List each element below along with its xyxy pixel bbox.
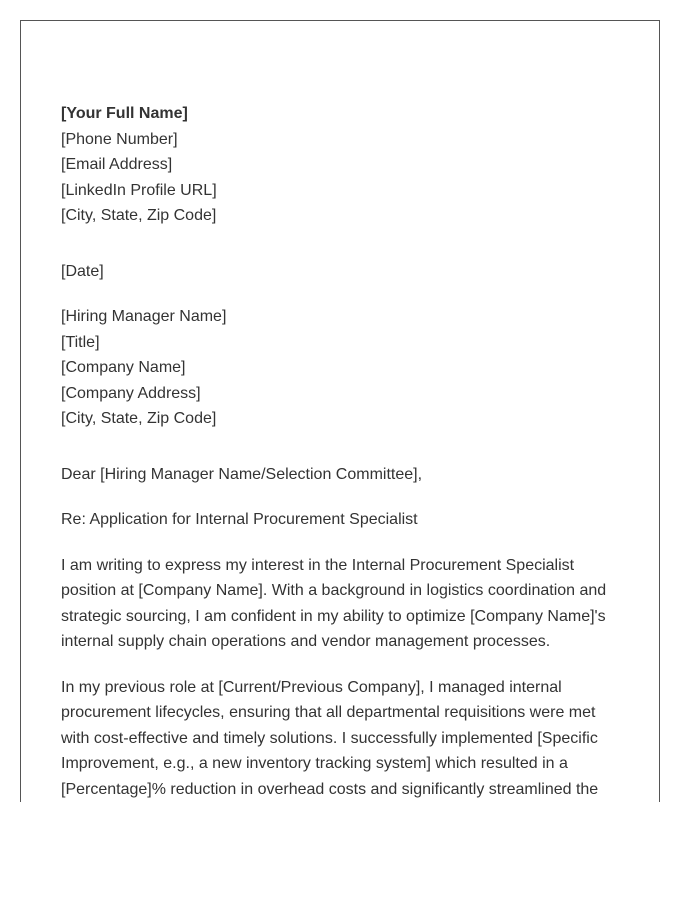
recipient-name: [Hiring Manager Name]	[61, 308, 227, 325]
recipient-location: [City, State, Zip Code]	[61, 410, 217, 427]
recipient-block	[61, 304, 621, 432]
salutation: Dear [Hiring Manager Name/Selection Committee],	[61, 465, 423, 483]
recipient-title: [Title]	[61, 333, 100, 351]
sender-linkedin: [LinkedIn Profile URL]	[61, 181, 217, 199]
sender-full-name: [Your Full Name]	[61, 105, 188, 122]
sender-email: [Email Address]	[61, 156, 173, 173]
letter-date: [Date]	[61, 262, 104, 280]
recipient-company: [Company Name]	[61, 359, 186, 376]
letter-content	[61, 101, 621, 802]
sender-location: [City, State, Zip Code]	[61, 207, 217, 224]
body-paragraph: In my previous role at [Current/Previous Company], I managed internal procurement lifecycles, ensuring that all departmental requisitions were met with cost-effective and timely solutions. I successfully implemented [Specific Improvement, e.g., a new inventory tracking system] which resulted in a [Percentage]% reduction in overhead costs and significantly streamlined the	[61, 678, 599, 798]
recipient-address: [Company Address]	[61, 384, 201, 402]
date-block	[61, 259, 621, 285]
subject-line: Re: Application for Internal Procurement Specialist	[61, 511, 418, 528]
sender-block	[61, 101, 621, 229]
body-paragraph: I am writing to express my interest in the Internal Procurement Specialist position at [Company Name]. With a background in logistics coordination and strategic sourcing, I am confident in my ability to optimize [Company Name]'s internal supply chain operations and vendor management processes.	[61, 556, 607, 650]
sender-phone: [Phone Number]	[61, 130, 178, 148]
letter-page	[20, 20, 660, 802]
salutation-block	[61, 462, 621, 488]
subject-block	[61, 507, 621, 533]
